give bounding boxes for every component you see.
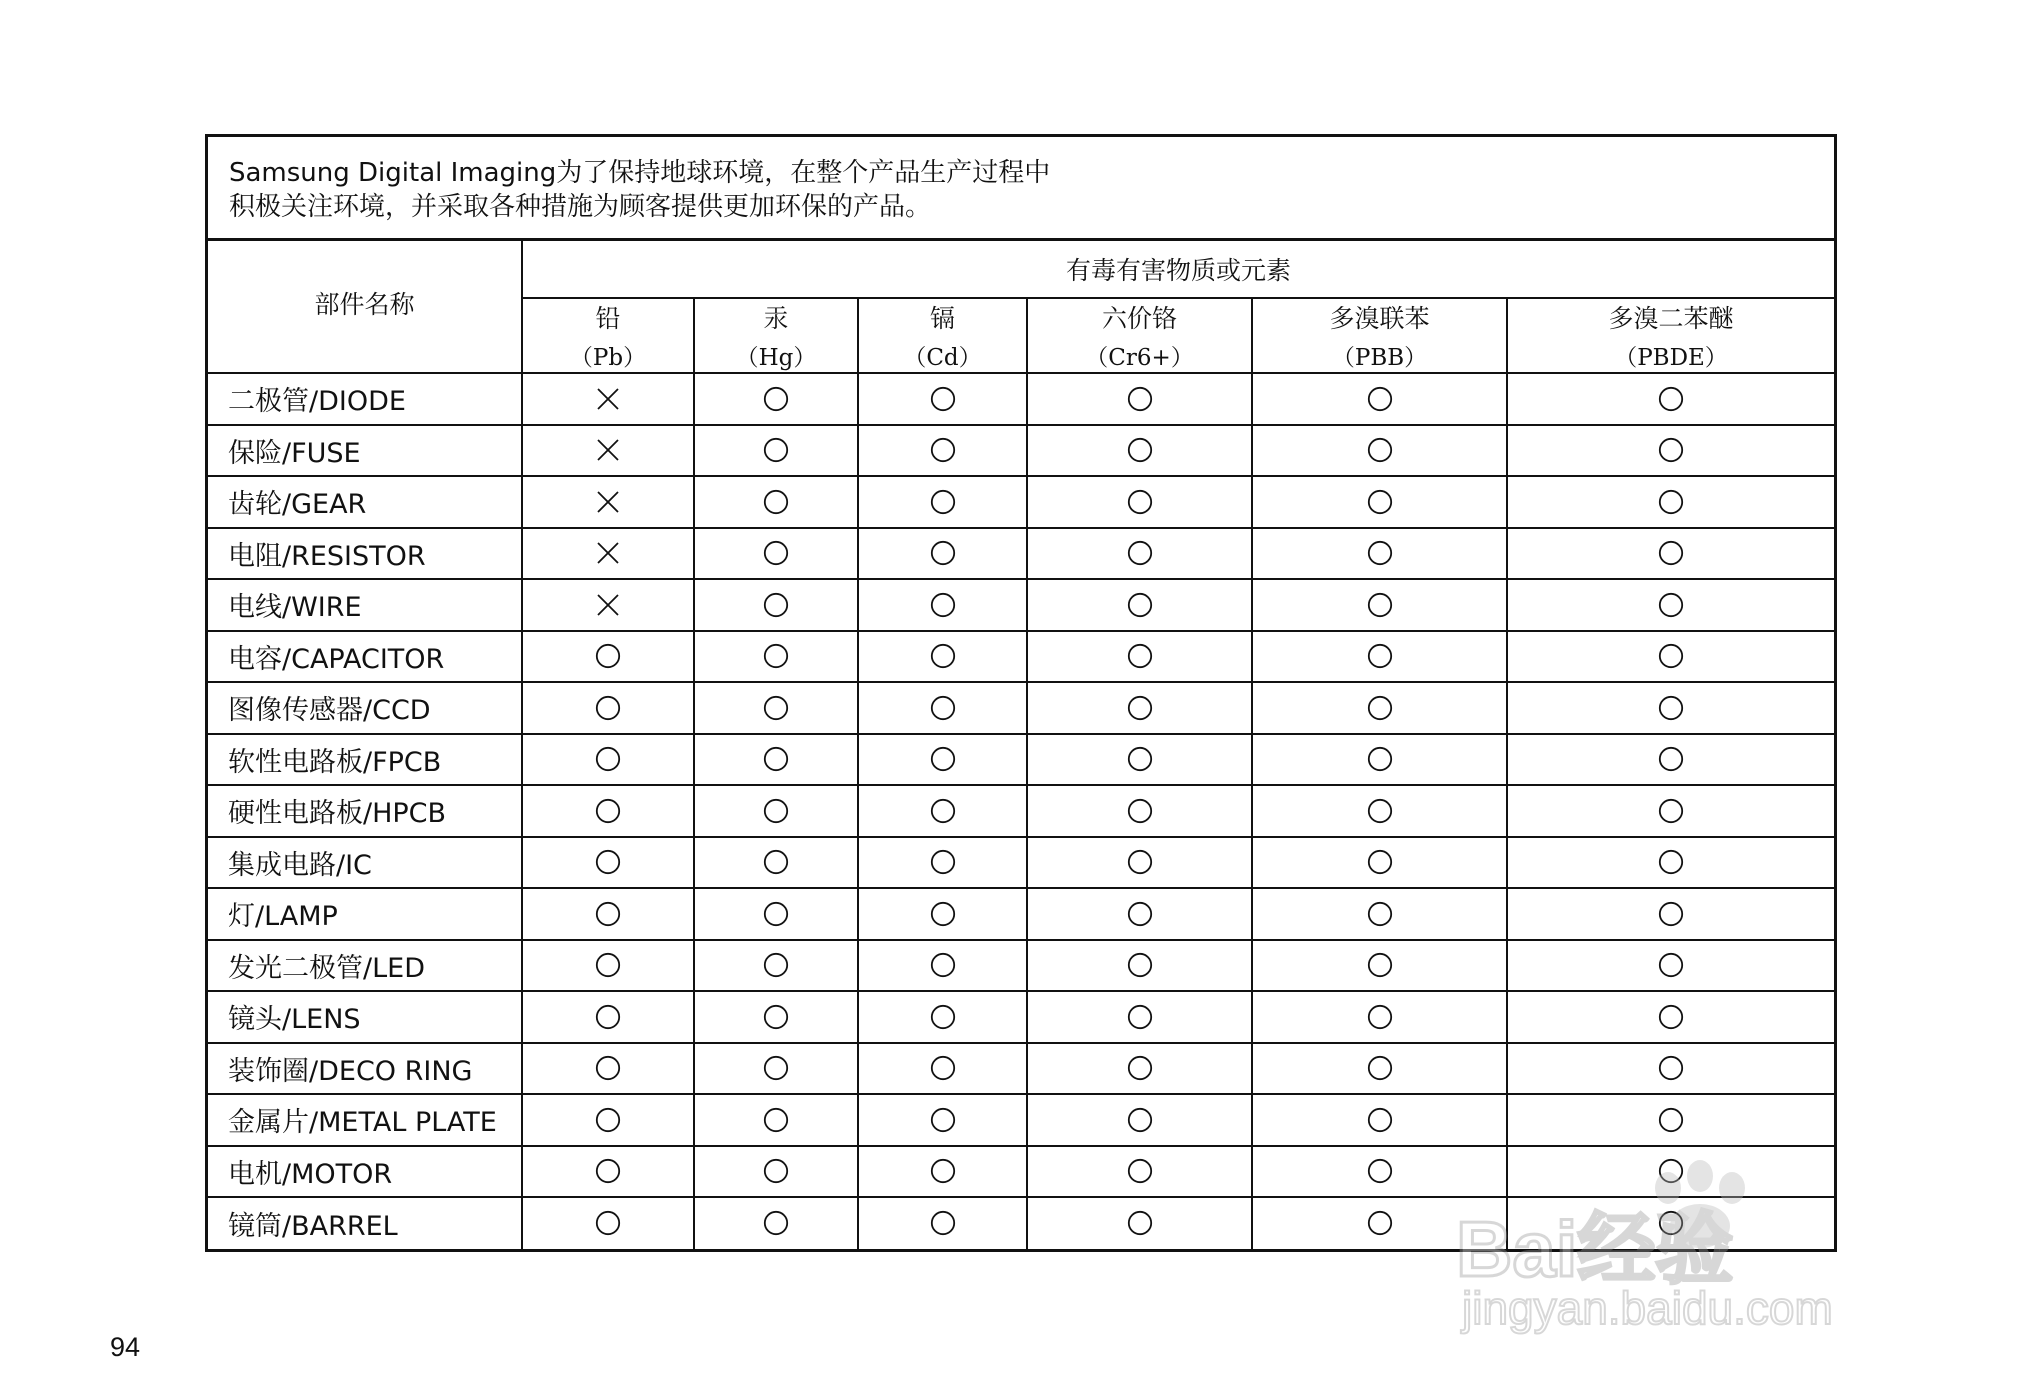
circle-mark-icon	[763, 849, 789, 875]
substance-mark-cell	[1027, 425, 1252, 477]
circle-mark-icon	[763, 798, 789, 824]
circle-mark-icon	[1367, 489, 1393, 515]
substance-name: 多溴二苯醚	[1608, 304, 1734, 333]
circle-mark-icon	[763, 540, 789, 566]
table-row	[208, 837, 1834, 889]
table-row	[208, 734, 1834, 786]
substance-mark-cell	[1252, 528, 1507, 580]
substance-mark-cell	[1252, 682, 1507, 734]
intro-line-2: 积极关注环境，并采取各种措施为顾客提供更加环保的产品。	[229, 192, 932, 222]
substance-mark-cell	[1507, 888, 1834, 940]
circle-mark-icon	[1367, 386, 1393, 412]
substance-mark-cell	[694, 631, 858, 683]
part-name: 金属片/METAL PLATE	[208, 1094, 522, 1146]
substance-mark-cell	[1507, 734, 1834, 786]
substance-mark-cell	[858, 1094, 1027, 1146]
circle-mark-icon	[930, 1055, 956, 1081]
substance-mark-cell	[694, 476, 858, 528]
part-name: 发光二极管/LED	[208, 940, 522, 992]
circle-mark-icon	[930, 1158, 956, 1184]
substance-mark-cell	[1252, 940, 1507, 992]
substance-mark-cell	[694, 425, 858, 477]
circle-mark-icon	[1658, 489, 1684, 515]
circle-mark-icon	[763, 1107, 789, 1133]
substance-mark-cell	[858, 888, 1027, 940]
circle-mark-icon	[595, 952, 621, 978]
circle-mark-icon	[595, 849, 621, 875]
substance-mark-cell	[1507, 682, 1834, 734]
substance-mark-cell	[858, 940, 1027, 992]
part-name: 电阻/RESISTOR	[208, 528, 522, 580]
substance-mark-cell	[522, 991, 694, 1043]
circle-mark-icon	[930, 1210, 956, 1236]
circle-mark-icon	[1127, 489, 1153, 515]
substance-mark-cell	[1252, 476, 1507, 528]
substance-mark-cell	[522, 528, 694, 580]
substance-mark-cell	[522, 425, 694, 477]
substance-mark-cell	[522, 682, 694, 734]
substance-mark-cell	[522, 940, 694, 992]
part-name: 电机/MOTOR	[208, 1146, 522, 1198]
circle-mark-icon	[595, 798, 621, 824]
cross-mark-icon	[595, 540, 621, 566]
substance-mark-cell	[694, 1146, 858, 1198]
table-row	[208, 785, 1834, 837]
substance-name: 铅	[595, 304, 621, 333]
table-row	[208, 888, 1834, 940]
part-name: 灯/LAMP	[208, 888, 522, 940]
substance-mark-cell	[694, 785, 858, 837]
substance-mark-cell	[1252, 1094, 1507, 1146]
substance-mark-cell	[1507, 476, 1834, 528]
circle-mark-icon	[930, 643, 956, 669]
circle-mark-icon	[1127, 1107, 1153, 1133]
substance-mark-cell	[694, 1094, 858, 1146]
circle-mark-icon	[1127, 592, 1153, 618]
substance-mark-cell	[522, 837, 694, 889]
substance-mark-cell	[858, 476, 1027, 528]
substance-mark-cell	[694, 888, 858, 940]
circle-mark-icon	[595, 901, 621, 927]
substance-mark-cell	[694, 991, 858, 1043]
rohs-declaration-sheet	[205, 134, 1837, 1252]
substance-symbol: （PBB）	[1331, 345, 1428, 371]
circle-mark-icon	[1658, 952, 1684, 978]
circle-mark-icon	[1658, 1004, 1684, 1030]
circle-mark-icon	[1127, 540, 1153, 566]
part-name: 集成电路/IC	[208, 837, 522, 889]
substance-mark-cell	[1252, 785, 1507, 837]
substance-mark-cell	[1252, 579, 1507, 631]
substance-mark-cell	[1027, 631, 1252, 683]
substance-mark-cell	[522, 1197, 694, 1249]
part-name: 软性电路板/FPCB	[208, 734, 522, 786]
substance-mark-cell	[522, 888, 694, 940]
substance-mark-cell	[1507, 1043, 1834, 1095]
page-number: 94	[110, 1332, 141, 1362]
substance-mark-cell	[1027, 991, 1252, 1043]
table-row	[208, 940, 1834, 992]
substance-mark-cell	[858, 785, 1027, 837]
substance-mark-cell	[1252, 991, 1507, 1043]
part-name: 图像传感器/CCD	[208, 682, 522, 734]
substance-mark-cell	[858, 425, 1027, 477]
substance-mark-cell	[858, 1197, 1027, 1249]
circle-mark-icon	[763, 386, 789, 412]
substance-mark-cell	[1507, 785, 1834, 837]
substance-mark-cell	[1027, 1094, 1252, 1146]
cross-mark-icon	[595, 592, 621, 618]
substance-mark-cell	[522, 1146, 694, 1198]
substance-mark-cell	[858, 631, 1027, 683]
circle-mark-icon	[1367, 1055, 1393, 1081]
part-name: 装饰圈/DECO RING	[208, 1043, 522, 1095]
substance-mark-cell	[694, 1197, 858, 1249]
circle-mark-icon	[930, 386, 956, 412]
table-row	[208, 991, 1834, 1043]
circle-mark-icon	[1658, 901, 1684, 927]
circle-mark-icon	[763, 1055, 789, 1081]
circle-mark-icon	[1658, 386, 1684, 412]
part-name-header: 部件名称	[208, 241, 522, 373]
substance-mark-cell	[694, 1043, 858, 1095]
circle-mark-icon	[1367, 746, 1393, 772]
circle-mark-icon	[595, 643, 621, 669]
circle-mark-icon	[1367, 695, 1393, 721]
circle-mark-icon	[763, 437, 789, 463]
part-name: 电容/CAPACITOR	[208, 631, 522, 683]
circle-mark-icon	[1367, 540, 1393, 566]
circle-mark-icon	[1367, 1004, 1393, 1030]
circle-mark-icon	[1127, 386, 1153, 412]
circle-mark-icon	[1367, 798, 1393, 824]
circle-mark-icon	[1367, 437, 1393, 463]
substance-name: 汞	[763, 304, 789, 333]
circle-mark-icon	[1367, 1158, 1393, 1184]
substance-mark-cell	[522, 1094, 694, 1146]
substance-symbol: （Cr6+）	[1085, 345, 1194, 371]
substance-mark-cell	[522, 785, 694, 837]
circle-mark-icon	[930, 746, 956, 772]
part-name: 镜筒/BARREL	[208, 1197, 522, 1249]
substance-mark-cell	[858, 579, 1027, 631]
table-row	[208, 528, 1834, 580]
substance-mark-cell	[1507, 425, 1834, 477]
substance-mark-cell	[858, 528, 1027, 580]
substance-symbol: （PBDE）	[1614, 345, 1728, 371]
circle-mark-icon	[1658, 746, 1684, 772]
substance-mark-cell	[1507, 579, 1834, 631]
part-name: 二极管/DIODE	[208, 373, 522, 425]
circle-mark-icon	[1127, 643, 1153, 669]
substance-header	[694, 298, 858, 373]
substance-mark-cell	[694, 682, 858, 734]
substance-mark-cell	[1252, 888, 1507, 940]
substance-mark-cell	[1507, 1094, 1834, 1146]
substance-mark-cell	[858, 734, 1027, 786]
substance-mark-cell	[694, 837, 858, 889]
substance-mark-cell	[1507, 940, 1834, 992]
circle-mark-icon	[1127, 798, 1153, 824]
substance-mark-cell	[522, 579, 694, 631]
circle-mark-icon	[1367, 901, 1393, 927]
cross-mark-icon	[595, 489, 621, 515]
substance-mark-cell	[694, 734, 858, 786]
part-name: 镜头/LENS	[208, 991, 522, 1043]
circle-mark-icon	[1658, 849, 1684, 875]
substance-mark-cell	[1252, 631, 1507, 683]
circle-mark-icon	[930, 952, 956, 978]
substance-mark-cell	[1027, 1043, 1252, 1095]
circle-mark-icon	[1367, 849, 1393, 875]
circle-mark-icon	[930, 1004, 956, 1030]
substance-mark-cell	[694, 940, 858, 992]
circle-mark-icon	[763, 1210, 789, 1236]
circle-mark-icon	[595, 1004, 621, 1030]
substance-mark-cell	[858, 1146, 1027, 1198]
circle-mark-icon	[930, 849, 956, 875]
substance-header	[858, 298, 1027, 373]
substance-mark-cell	[1027, 373, 1252, 425]
circle-mark-icon	[1658, 643, 1684, 669]
circle-mark-icon	[595, 746, 621, 772]
substance-mark-cell	[522, 734, 694, 786]
circle-mark-icon	[1367, 643, 1393, 669]
substance-mark-cell	[522, 631, 694, 683]
circle-mark-icon	[1127, 695, 1153, 721]
circle-mark-icon	[595, 1107, 621, 1133]
circle-mark-icon	[1658, 592, 1684, 618]
circle-mark-icon	[763, 695, 789, 721]
table-row	[208, 579, 1834, 631]
table-row	[208, 373, 1834, 425]
substance-mark-cell	[694, 579, 858, 631]
intro-line-1: Samsung Digital Imaging为了保持地球环境，在整个产品生产过程中	[229, 158, 1051, 188]
circle-mark-icon	[1658, 695, 1684, 721]
substance-mark-cell	[1027, 785, 1252, 837]
table-row	[208, 631, 1834, 683]
substance-mark-cell	[522, 476, 694, 528]
circle-mark-icon	[930, 901, 956, 927]
circle-mark-icon	[1127, 1055, 1153, 1081]
substance-symbol: （Hg）	[735, 345, 817, 371]
substance-mark-cell	[1027, 476, 1252, 528]
substance-mark-cell	[1507, 837, 1834, 889]
substance-mark-cell	[1027, 837, 1252, 889]
circle-mark-icon	[763, 592, 789, 618]
substance-group-header: 有毒有害物质或元素	[522, 241, 1834, 298]
circle-mark-icon	[1367, 1107, 1393, 1133]
circle-mark-icon	[595, 695, 621, 721]
circle-mark-icon	[763, 901, 789, 927]
circle-mark-icon	[1367, 592, 1393, 618]
circle-mark-icon	[763, 643, 789, 669]
intro-statement	[208, 137, 1834, 241]
baidu-watermark	[1448, 1158, 1918, 1338]
circle-mark-icon	[1658, 1055, 1684, 1081]
circle-mark-icon	[1367, 1210, 1393, 1236]
circle-mark-icon	[1367, 952, 1393, 978]
circle-mark-icon	[763, 1158, 789, 1184]
substance-mark-cell	[1507, 991, 1834, 1043]
circle-mark-icon	[930, 1107, 956, 1133]
circle-mark-icon	[1658, 1107, 1684, 1133]
table-row	[208, 476, 1834, 528]
circle-mark-icon	[595, 1158, 621, 1184]
circle-mark-icon	[595, 1210, 621, 1236]
substance-symbol: （Cd）	[903, 345, 982, 371]
circle-mark-icon	[930, 592, 956, 618]
circle-mark-icon	[930, 798, 956, 824]
substance-mark-cell	[858, 373, 1027, 425]
substance-mark-cell	[1027, 1146, 1252, 1198]
circle-mark-icon	[1127, 1210, 1153, 1236]
substance-mark-cell	[858, 1043, 1027, 1095]
circle-mark-icon	[1658, 798, 1684, 824]
substance-mark-cell	[1027, 579, 1252, 631]
circle-mark-icon	[1127, 746, 1153, 772]
cross-mark-icon	[595, 386, 621, 412]
circle-mark-icon	[595, 1055, 621, 1081]
circle-mark-icon	[1658, 437, 1684, 463]
substance-name: 多溴联苯	[1329, 304, 1430, 333]
circle-mark-icon	[1127, 1004, 1153, 1030]
substance-header	[1507, 298, 1834, 373]
circle-mark-icon	[930, 437, 956, 463]
substance-mark-cell	[1252, 1043, 1507, 1095]
circle-mark-icon	[930, 695, 956, 721]
substance-mark-cell	[1252, 837, 1507, 889]
substance-mark-cell	[522, 373, 694, 425]
circle-mark-icon	[763, 952, 789, 978]
table-row	[208, 1094, 1834, 1146]
circle-mark-icon	[930, 489, 956, 515]
substance-mark-cell	[1027, 1197, 1252, 1249]
substance-header	[1252, 298, 1507, 373]
substance-mark-cell	[1027, 940, 1252, 992]
substance-mark-cell	[1252, 373, 1507, 425]
substance-mark-cell	[1027, 528, 1252, 580]
substance-symbol: （Pb）	[569, 345, 647, 371]
substance-mark-cell	[1507, 528, 1834, 580]
substance-mark-cell	[1027, 682, 1252, 734]
circle-mark-icon	[763, 489, 789, 515]
substance-name: 镉	[929, 304, 955, 333]
watermark-url: jingyan.baidu.com	[1462, 1282, 1833, 1334]
table-row	[208, 425, 1834, 477]
part-name: 硬性电路板/HPCB	[208, 785, 522, 837]
substance-name: 六价铬	[1101, 304, 1177, 333]
substance-mark-cell	[694, 373, 858, 425]
substance-mark-cell	[1507, 631, 1834, 683]
circle-mark-icon	[1658, 540, 1684, 566]
circle-mark-icon	[1127, 901, 1153, 927]
substance-mark-cell	[1507, 373, 1834, 425]
part-name: 齿轮/GEAR	[208, 476, 522, 528]
substance-mark-cell	[1252, 734, 1507, 786]
substance-mark-cell	[858, 991, 1027, 1043]
circle-mark-icon	[1127, 437, 1153, 463]
circle-mark-icon	[1127, 952, 1153, 978]
cross-mark-icon	[595, 437, 621, 463]
substance-mark-cell	[1027, 734, 1252, 786]
circle-mark-icon	[763, 1004, 789, 1030]
hazardous-substance-table	[208, 241, 1834, 1249]
substance-header	[1027, 298, 1252, 373]
circle-mark-icon	[1127, 1158, 1153, 1184]
substance-mark-cell	[858, 682, 1027, 734]
table-row	[208, 1043, 1834, 1095]
part-name: 保险/FUSE	[208, 425, 522, 477]
watermark-brand: Bai经验	[1456, 1205, 1734, 1293]
substance-mark-cell	[1027, 888, 1252, 940]
substance-mark-cell	[1252, 425, 1507, 477]
substance-mark-cell	[858, 837, 1027, 889]
part-name: 电线/WIRE	[208, 579, 522, 631]
circle-mark-icon	[930, 540, 956, 566]
circle-mark-icon	[1127, 849, 1153, 875]
table-row	[208, 682, 1834, 734]
substance-mark-cell	[522, 1043, 694, 1095]
substance-mark-cell	[694, 528, 858, 580]
substance-header	[522, 298, 694, 373]
circle-mark-icon	[763, 746, 789, 772]
